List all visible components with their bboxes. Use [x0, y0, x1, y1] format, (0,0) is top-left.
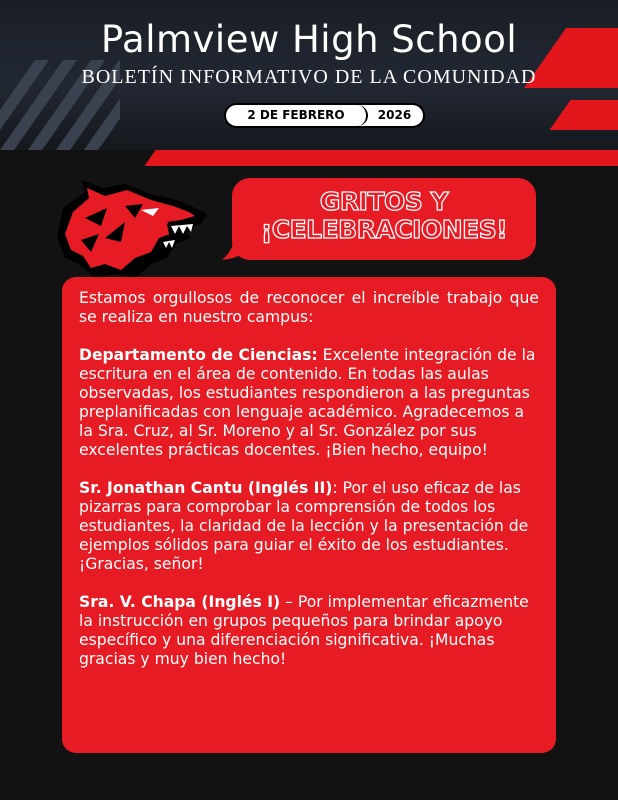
- banner-line-1: GRITOS Y: [319, 187, 449, 216]
- date-pill: [224, 103, 425, 128]
- content-box: [62, 277, 556, 753]
- recognition-heading: Departamento de Ciencias:: [79, 346, 318, 364]
- wolf-mascot-icon: [55, 178, 215, 283]
- recognition-item: [79, 346, 539, 460]
- red-slash-bottom: [144, 150, 618, 166]
- recognition-heading: Sr. Jonathan Cantu (Inglés II): [79, 479, 333, 497]
- banner-line-2: ¡CELEBRACIONES!: [260, 215, 508, 244]
- recognition-text: Excelente integración de la escritura en el área de contenido. En todas las aulas observadas, los estudiantes respondieron a las preguntas preplanificadas con lenguaje académico. Agradecemos a la Sra. Cruz, al Sr. Moreno y al Sr. González por sus excelentes prácticas docentes. ¡Bien hecho, equipo!: [79, 346, 536, 459]
- celebrations-banner: [232, 178, 536, 260]
- recognition-text: – Por implementar eficazmente la instrucción en grupos pequeños para brindar apoyo específico y una diferenciación significativa. ¡Muchas gracias y muy bien hecho!: [79, 593, 529, 668]
- recognition-item: [79, 479, 539, 574]
- school-name: Palmview High School: [100, 18, 518, 61]
- date-label: 2 DE FEBRERO: [226, 105, 368, 126]
- year-label: 2026: [377, 108, 412, 122]
- recognition-text: : Por el uso eficaz de las pizarras para comprobar la comprensión de todos los estudiantes, la claridad de la lección y la presentación de ejemplos sólidos para guiar el éxito de los estudiantes. ¡Gracias, señor!: [79, 479, 529, 573]
- recognition-item: [79, 593, 539, 669]
- recognition-heading: Sra. V. Chapa (Inglés I): [79, 593, 281, 611]
- banner-title: [232, 188, 536, 244]
- intro-paragraph: Estamos orgullosos de reconocer el increíble trabajo que se realiza en nuestro campus:: [79, 289, 539, 326]
- newsletter-title: BOLETÍN INFORMATIVO DE LA COMUNIDAD: [81, 66, 537, 88]
